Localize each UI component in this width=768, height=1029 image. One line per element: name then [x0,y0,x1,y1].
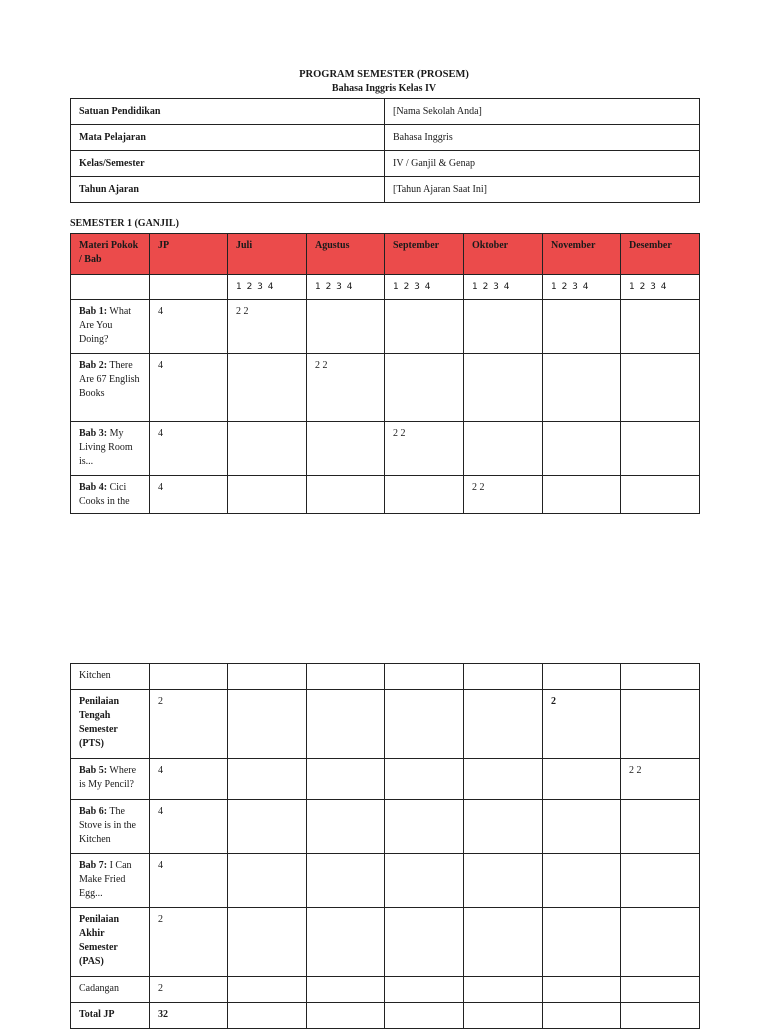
month-cell: 2 2 [307,354,385,422]
month-cell [621,1003,700,1029]
month-cell [464,1003,543,1029]
identity-value: [Tahun Ajaran Saat Ini] [385,177,700,203]
materi-cell [71,354,150,422]
month-cell [307,908,385,977]
jp-cell: 4 [150,422,228,476]
month-cell [228,354,307,422]
jp-cell: 4 [150,476,228,514]
materi-cell [71,908,150,977]
materi-text: Cici Cooks in the [79,482,130,507]
table-row [71,664,700,690]
month-cell [385,690,464,759]
table-row [71,1003,700,1029]
month-cell [543,759,621,800]
identity-row [71,99,700,125]
month-cell [543,422,621,476]
month-cell [228,759,307,800]
table-row [71,759,700,800]
month-cell [543,476,621,514]
month-cell [307,854,385,908]
materi-text: The Stove is in the Kitchen [79,806,136,845]
jp-cell: 32 [150,1003,228,1029]
jp-cell [150,664,228,690]
materi-bold-label: Bab 3: [79,428,108,439]
week-empty [71,275,150,300]
month-cell [385,800,464,854]
materi-bold-label: Penilaian Tengah Semester (PTS) [79,696,120,749]
table-row [71,908,700,977]
week-numbers: 1 2 3 4 [464,275,543,300]
identity-value: Bahasa Inggris [385,125,700,151]
document-title: PROGRAM SEMESTER (PROSEM) [299,69,469,80]
month-cell [385,476,464,514]
month-cell [307,690,385,759]
month-cell [307,977,385,1003]
month-cell [543,977,621,1003]
header-month: Juli [228,234,307,275]
month-cell [543,300,621,354]
week-numbers: 1 2 3 4 [543,275,621,300]
materi-bold-label: Bab 4: [79,482,108,493]
materi-text: I Can Make Fried Egg... [79,860,132,899]
materi-cell [71,1003,150,1029]
header-jp: JP [150,234,228,275]
header-month: Oktober [464,234,543,275]
month-cell [307,300,385,354]
month-cell [621,354,700,422]
materi-bold-label: Penilaian Akhir Semester (PAS) [79,914,120,967]
identity-table [70,98,700,203]
jp-cell: 4 [150,759,228,800]
month-cell [464,908,543,977]
materi-cell [71,977,150,1003]
month-cell [621,476,700,514]
materi-cell [71,422,150,476]
month-cell [307,476,385,514]
month-cell [543,908,621,977]
month-cell [228,422,307,476]
jp-cell: 4 [150,300,228,354]
identity-label: Tahun Ajaran [71,177,385,203]
month-cell [464,354,543,422]
identity-value: [Nama Sekolah Anda] [385,99,700,125]
month-cell [385,977,464,1003]
week-numbers: 1 2 3 4 [385,275,464,300]
materi-bold-label: Bab 1: [79,306,108,317]
jp-cell: 4 [150,854,228,908]
month-cell [621,800,700,854]
table-row [71,854,700,908]
month-cell [385,854,464,908]
month-cell [228,1003,307,1029]
month-cell [307,1003,385,1029]
month-cell [621,300,700,354]
month-cell: 2 2 [621,759,700,800]
month-cell [307,422,385,476]
table-row [71,800,700,854]
month-cell: 2 2 [464,476,543,514]
materi-bold-label: Bab 6: [79,806,108,817]
month-cell [228,854,307,908]
materi-cell [71,476,150,514]
semester-heading: SEMESTER 1 (GANJIL) [70,218,179,229]
header-materi: Materi Pokok / Bab [71,234,150,275]
week-empty [150,275,228,300]
month-cell [385,354,464,422]
table-row [71,354,700,422]
materi-cell [71,800,150,854]
month-cell: 2 [543,690,621,759]
month-cell [228,800,307,854]
jp-cell: 4 [150,800,228,854]
identity-value: IV / Ganjil & Genap [385,151,700,177]
materi-bold-label: Bab 7: [79,860,108,871]
jp-cell: 2 [150,977,228,1003]
materi-bold-label: Bab 5: [79,765,108,776]
table-row [71,422,700,476]
month-cell: 2 2 [385,422,464,476]
month-cell [464,664,543,690]
materi-text: My Living Room is... [79,428,133,467]
identity-label: Mata Pelajaran [71,125,385,151]
jp-cell: 2 [150,690,228,759]
week-row [71,275,700,300]
identity-label: Kelas/Semester [71,151,385,177]
month-cell [621,690,700,759]
month-cell [621,908,700,977]
month-cell [385,1003,464,1029]
materi-bold-label: Bab 2: [79,360,108,371]
materi-text: Where is My Pencil? [79,765,137,790]
month-cell [464,977,543,1003]
schedule-table-part-1 [70,233,700,514]
schedule-table-part-2 [70,663,700,1029]
month-cell [543,354,621,422]
week-numbers: 1 2 3 4 [621,275,700,300]
month-cell [464,300,543,354]
materi-cell [71,300,150,354]
materi-text: There Are 67 English Books [79,360,140,399]
materi-cell [71,690,150,759]
header-month: Desember [621,234,700,275]
month-cell [464,422,543,476]
identity-row [71,151,700,177]
month-cell [307,800,385,854]
month-cell [464,854,543,908]
month-cell [621,664,700,690]
materi-text: Kitchen [79,670,111,681]
month-cell [228,476,307,514]
month-cell [228,690,307,759]
table-row [71,977,700,1003]
document-subtitle: Bahasa Inggris Kelas IV [331,83,437,94]
month-cell [385,664,464,690]
identity-row [71,125,700,151]
month-cell [543,854,621,908]
materi-text: Cadangan [79,983,119,994]
month-cell [464,759,543,800]
materi-cell [71,759,150,800]
materi-bold-label: Total JP [79,1009,115,1020]
table-row [71,300,700,354]
table-row [71,476,700,514]
month-cell: 2 2 [228,300,307,354]
month-cell [228,664,307,690]
week-numbers: 1 2 3 4 [228,275,307,300]
month-cell [385,759,464,800]
header-month: November [543,234,621,275]
week-numbers: 1 2 3 4 [307,275,385,300]
month-cell [621,854,700,908]
month-cell [307,759,385,800]
month-cell [307,664,385,690]
header-month: September [385,234,464,275]
month-cell [621,977,700,1003]
identity-label: Satuan Pendidikan [71,99,385,125]
jp-cell: 2 [150,908,228,977]
table-row [71,690,700,759]
month-cell [464,800,543,854]
materi-cell [71,664,150,690]
month-cell [543,800,621,854]
month-cell [385,300,464,354]
month-cell [228,908,307,977]
header-month: Agustus [307,234,385,275]
header-row [71,234,700,275]
month-cell [543,664,621,690]
month-cell [385,908,464,977]
identity-row [71,177,700,203]
materi-cell [71,854,150,908]
month-cell [543,1003,621,1029]
month-cell [228,977,307,1003]
month-cell [464,690,543,759]
materi-text: What Are You Doing? [79,306,132,345]
jp-cell: 4 [150,354,228,422]
month-cell [621,422,700,476]
